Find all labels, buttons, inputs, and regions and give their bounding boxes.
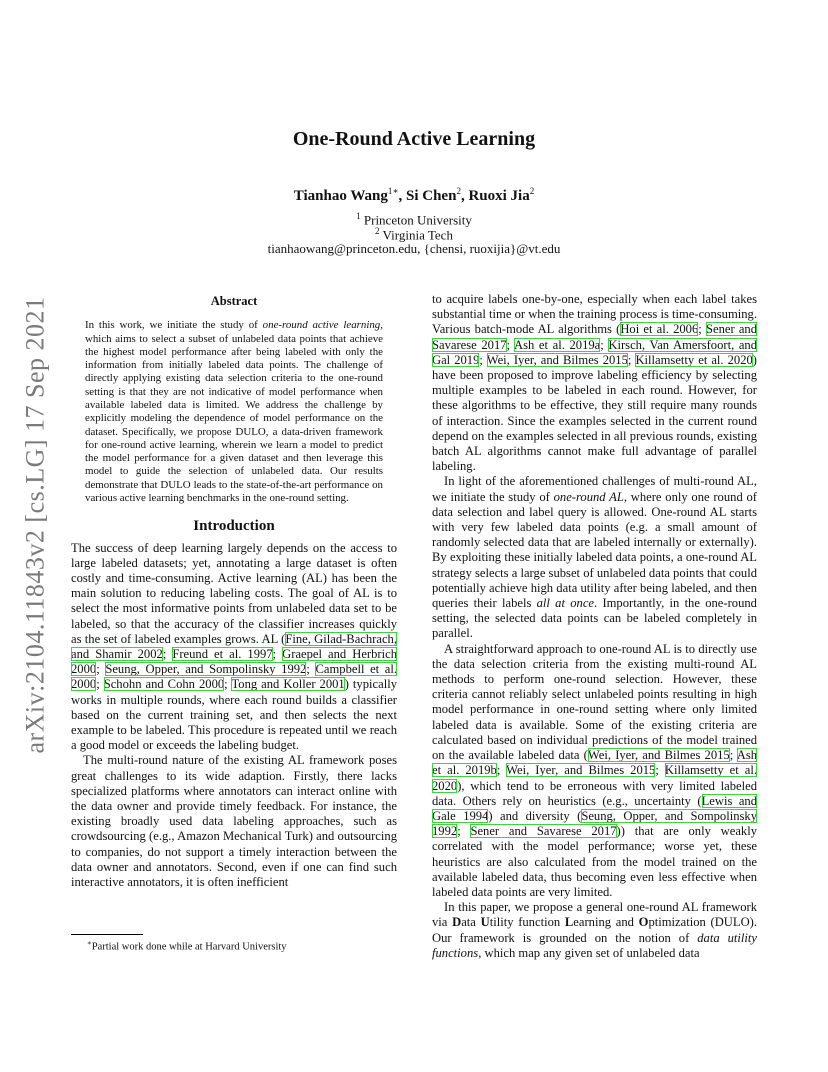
body-text: The success of deep learning largely depends on the access to large labeled datasets; yet, annotating a large dataset is often costly and time-consuming. Active learning (AL) has been the main solution to reducing labeling costs. The goal of AL is to select the most informative points from unlabeled data set to be labeled, so that the accuracy of the classifier increases quickly as the set of labeled examples grows. AL ( [71, 540, 397, 646]
body-text: )) that are only weakly correlated with the model performance; worse yet, these heuristics are also calculated from the model trained on the available labeled data, thus becoming even less effective when labeled data points are very limited. [432, 824, 757, 899]
citation-link[interactable]: Seung, Opper, and Sompolinsky 1992 [432, 808, 758, 839]
citation-link[interactable]: Wei, Iyer, and Bilmes 2015 [587, 748, 730, 763]
introduction-heading: Introduction [193, 518, 275, 535]
citation-link[interactable]: Hoi et al. 2006 [620, 322, 699, 337]
citation-link[interactable]: Schohn and Cohn 2000 [103, 677, 225, 692]
body-text: ; [272, 646, 283, 661]
author-affil-mark: 1∗ [387, 186, 399, 196]
citation-link[interactable]: Wei, Iyer, and Bilmes 2015 [486, 352, 628, 367]
emphasis-text: all at once [536, 596, 595, 611]
author-list: Tianhao Wang$^{1∗}$, Si Chen$^2$, Ruoxi Jia$^2$ [293, 186, 535, 204]
abstract-heading: Abstract [210, 294, 258, 308]
citation-link[interactable]: Freund et al. 1997 [172, 646, 273, 661]
paragraph [432, 474, 757, 641]
citation-link[interactable]: Sener and Savarese 2017 [470, 824, 617, 839]
arxiv-identifier-text: arXiv:2104.11843v2 [cs.LG] 17 Sep 2021 [21, 296, 50, 754]
body-text: , which map any given set of unlabeled data [478, 945, 700, 960]
footnote-rule [71, 934, 143, 935]
body-text: ), which tend to be erroneous with very limited labeled data. Others rely on heuristics (e.g., uncertainty ( [432, 778, 757, 808]
right-column [432, 292, 757, 961]
body-text: ata [461, 915, 481, 930]
body-text: tility function [489, 915, 565, 930]
body-text: In this work, we initiate the study of [85, 319, 263, 332]
affiliation-name: Virginia Tech [382, 227, 453, 243]
body-text: , which aims to select a subset of unlabeled data points that achieve the highest model performance after being labeled with only the information from initially labeled data points. The challenge of directly applying existing data selection criteria to the one-round setting is that they are not indicative of model performance when available labeled data is limited. We address the challenge by explicitly modeling the dependence of model performance on the dataset. Specifically, we propose DULO, a data-driven framework for one-round active learning, wherein we learn a model to predict the model performance for a given dataset and then leverage this model to guide the selection of unlabeled data. Our results demonstrate that DULO leads to the state-of-the-art performance on various active learning benchmarks in the one-round setting. [85, 319, 383, 505]
body-text: A straightforward approach to one-round AL is to directly use the data selection criteria from the existing multi-round AL methods to perform one-round selection. However, these criteria cannot reliably select unlabeled points resulting in high model performance in one-round setting where only limited labeled data is available. Some of the existing criteria are calculated based on individual predictions of the model trained on the available labeled data ( [432, 641, 757, 763]
body-text: ; [698, 322, 706, 337]
author-affil-mark: 2 [456, 186, 461, 196]
citation-link[interactable]: Killamsetty et al. 2020 [635, 352, 753, 367]
paragraph [432, 642, 757, 900]
citation-link[interactable]: Ash et al. 2019b [432, 748, 758, 778]
arxiv-identifier-stamp [14, 290, 58, 760]
footnote-text: Partial work done while at Harvard University [91, 941, 287, 953]
body-text: ) and diversity ( [488, 808, 582, 823]
body-text: ; [96, 662, 106, 677]
emphasis-text: one-round active learning [262, 319, 381, 332]
emphasis-text: one-round AL [553, 489, 624, 504]
citation-link[interactable]: Kirsch, Van Amersfoort, and Gal 2019 [432, 337, 758, 367]
body-text: ; [600, 337, 609, 352]
body-text: ; [306, 662, 316, 677]
body-text: ; [457, 824, 471, 839]
paragraph [71, 541, 397, 754]
citation-link[interactable]: Ash et al. 2019a [514, 337, 601, 352]
author-name: Tianhao Wang [293, 188, 388, 204]
left-column [71, 292, 397, 890]
body-text: ; [96, 677, 104, 692]
citation-link[interactable]: Campbell et al. 2000 [71, 662, 397, 692]
body-text: ) have been proposed to improve labeling efficiency by selecting multiple examples to be labeled in each round. However, for these algorithms to be effective, they still require many rounds of interaction. Since the examples selected in the current round depend on the examples selected in all previous rounds, existing batch AL algorithms cannot make full advantage of parallel labeling. [432, 352, 757, 474]
citation-link[interactable]: Graepel and Herbrich 2000 [71, 646, 397, 677]
body-text: to acquire labels one-by-one, especially when each label takes substantial time or when the training process is time-consuming. Various batch-mode AL algorithms ( [432, 292, 757, 337]
citation-link[interactable]: Killamsetty et al. 2020 [432, 763, 758, 793]
body-text: ; [627, 352, 636, 367]
citation-link[interactable]: Lewis and Gale 1994 [432, 793, 758, 823]
body-text: ptimization (DULO). Our framework is grounded on the notion of [432, 915, 758, 945]
paper-title: One-Round Active Learning [292, 128, 536, 150]
paragraph [432, 900, 757, 961]
introduction-body [71, 541, 397, 891]
body-text: ; [729, 748, 737, 763]
bold-text: O [638, 915, 649, 930]
footnote-mark: ∗ [87, 939, 92, 947]
affiliation-name: Princeton University [363, 212, 472, 228]
body-text: ; [479, 352, 487, 367]
body-text: earning and [573, 915, 639, 930]
paragraph [432, 292, 757, 474]
body-text: , where only one round of data selection and label query is allowed. One-round AL starts with very few labeled data points (e.g. a small amount of randomly selected data that are labeled internally or externally). By exploiting these initially labeled data points, a one-round AL strategy selects a large subset of unlabeled data points that could potentially achieve high data utility after being labeled, and then queries their labels [432, 489, 758, 611]
author-name: Ruoxi Jia [468, 188, 530, 204]
citation-link[interactable]: Wei, Iyer, and Bilmes 2015 [506, 763, 656, 778]
body-text: The multi-round nature of the existing AL framework poses great challenges to its wide adaption. Firstly, there lacks specialized platforms where annotators can interact online with the data owner and provide timely feedback. For instance, the existing broadly used data labeling approaches, such as crowdsourcing (e.g., Amazon Mechanical Turk) and outsourcing to companies, do not support a timely interaction between the data owner and annotators. Second, even if one can find such interactive annotators, it is often inefficient [71, 753, 397, 890]
body-text: In this paper, we propose a general one-round AL framework via [432, 900, 757, 930]
author-affil-mark: 2 [529, 186, 535, 196]
citation-link[interactable]: Tong and Koller 2001 [231, 677, 345, 692]
abstract-body [71, 319, 397, 505]
bold-text: D [452, 915, 462, 930]
body-text: . Importantly, in the one-round setting, the selected data points can be labeled completely in parallel. [432, 596, 757, 641]
bold-text: U [480, 915, 490, 930]
body-text: In light of the aforementioned challenges of multi-round AL, we initiate the study of [432, 474, 757, 504]
emphasis-text: data utility functions [432, 930, 757, 960]
body-text: ; [496, 763, 507, 778]
body-text: ; [655, 763, 665, 778]
author-name: Si Chen [406, 188, 457, 204]
body-text: ; [506, 337, 514, 352]
bold-text: L [564, 915, 574, 930]
affiliation-mark: 1 [356, 211, 361, 221]
author-emails: tianhaowang@princeton.edu, {chensi, ruoxijia}@vt.edu [267, 241, 561, 256]
footnote [87, 939, 287, 953]
affiliation-mark: 2 [375, 226, 380, 236]
paragraph [71, 753, 397, 890]
body-text: ; [162, 646, 173, 661]
citation-link[interactable]: Sener and Savarese 2017 [432, 322, 758, 352]
body-text: ; [224, 677, 232, 692]
citation-link[interactable]: Seung, Opper, and Sompolinsky 1992 [105, 662, 307, 677]
body-text: ) typically works in multiple rounds, where each round builds a classifier based on the current training set, and then selects the next example to be labeled. This procedure is repeated until we reach a good model or exceeds the labeling budget. [71, 677, 398, 753]
citation-link[interactable]: Fine, Gilad-Bachrach, and Shamir 2002 [71, 631, 398, 661]
